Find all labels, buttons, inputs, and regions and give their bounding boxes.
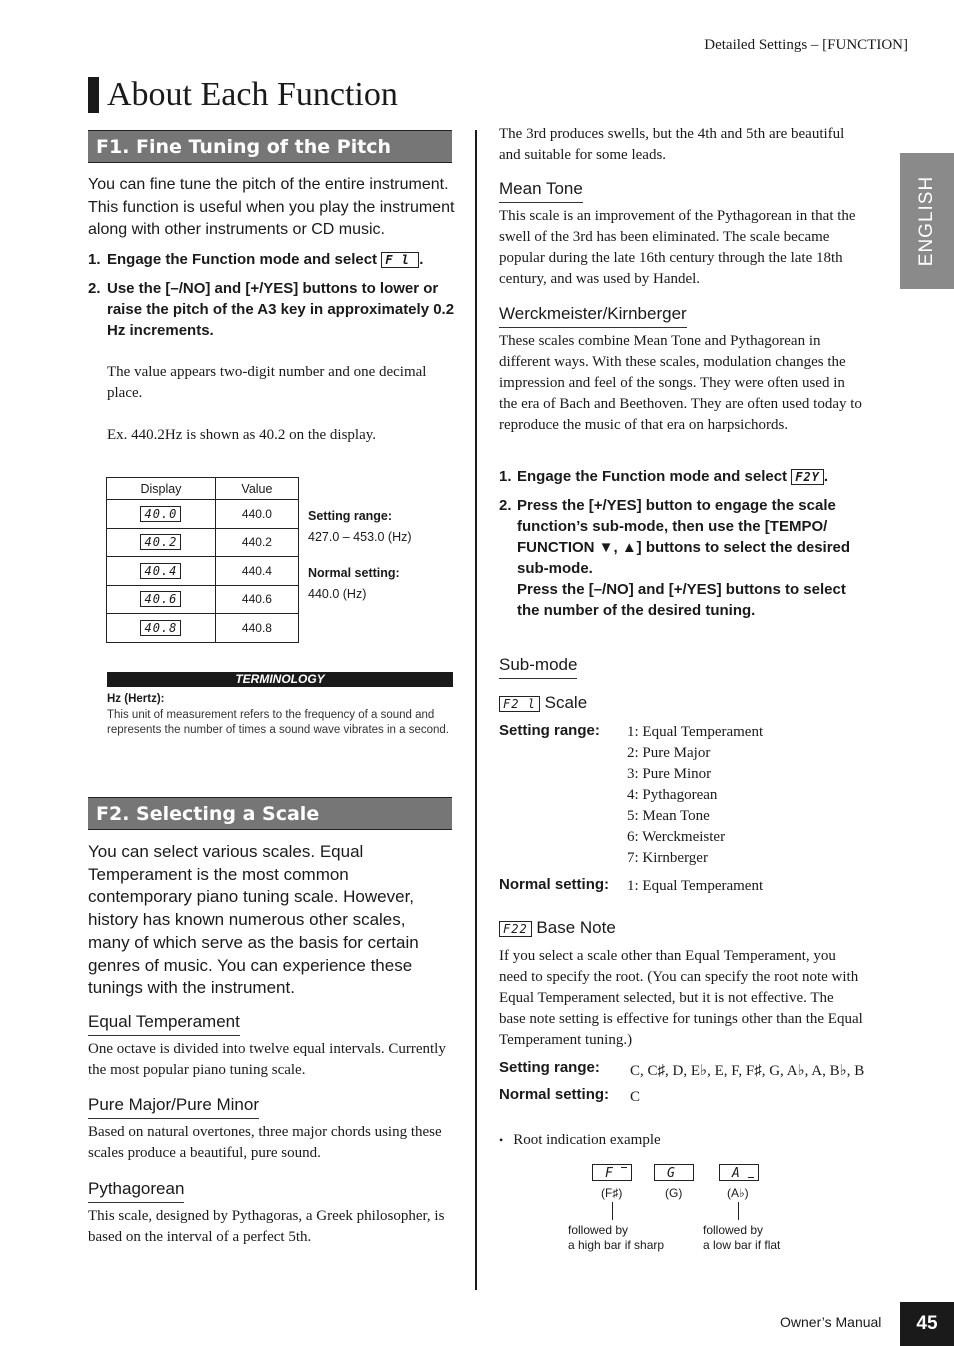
- scale-text: One octave is divided into twelve equal intervals. Currently the most popular piano tuning scale.: [88, 1041, 446, 1078]
- scale-title: Pure Major/Pure Minor: [88, 1095, 259, 1119]
- step-number: 1.: [499, 468, 512, 485]
- step-text: Engage the Function mode and select: [107, 251, 378, 268]
- base-note-text: If you select a scale other than Equal Temperament, you need to specify the root. (You can specify the root note with Equal Temperament selected, but it is not effective. The base note setting is effective for tunings other than the Equal Temperament tuning.): [499, 948, 863, 1048]
- scale-text: These scales combine Mean Tone and Pythagorean in different ways. With these scales, modulation changes the impression and feel of the songs. They were often used in the era of Bach and Beethoven. They are often used today to reproduce the music of that era on harpsichords.: [499, 333, 862, 433]
- f1-lead: You can fine tune the pitch of the entire instrument. This function is useful when you play the instrument along with other instruments or CD music.: [88, 176, 455, 239]
- submode-title: Sub-mode: [499, 655, 577, 679]
- base-normal-label: Normal setting:: [499, 1086, 610, 1103]
- f1-step-1: 1. Engage the Function mode and select F l .: [88, 251, 424, 268]
- step-text: Press the [–/NO] and [+/YES] buttons to select the number of the desired tuning.: [517, 581, 846, 619]
- f1-note-2: Ex. 440.2Hz is shown as 40.2 on the display.: [107, 427, 377, 443]
- lcd-char: F: [605, 1166, 613, 1181]
- lcd-display: [654, 1164, 694, 1181]
- root-caption: (F♯): [601, 1186, 623, 1200]
- base-normal-value: C: [630, 1089, 641, 1105]
- language-tab-label: ENGLISH: [916, 175, 937, 267]
- list-item: 3: Pure Minor: [627, 766, 712, 782]
- range-value: 427.0 – 453.0 (Hz): [308, 530, 412, 544]
- f1-note-1: The value appears two-digit number and one decimal place.: [107, 364, 427, 401]
- step-number: 2.: [499, 497, 512, 514]
- lcd-display: 40.8: [140, 620, 181, 636]
- scale-submode-heading: [499, 693, 587, 713]
- high-bar: [621, 1167, 627, 1168]
- terminology-bar: TERMINOLOGY: [107, 672, 453, 687]
- scale-options: [627, 722, 763, 869]
- list-item: 6: Werckmeister: [627, 829, 726, 845]
- f1-heading: F1. Fine Tuning of the Pitch: [88, 130, 452, 163]
- page-number: 45: [900, 1302, 954, 1346]
- low-bar: [748, 1177, 754, 1178]
- note-line: a low bar if flat: [703, 1238, 781, 1252]
- lcd-display: 40.6: [140, 591, 181, 607]
- scale-text: This scale, designed by Pythagoras, a Greek philosopher, is based on the interval of a perfect 5th.: [88, 1208, 445, 1245]
- table-cell: 440.4: [215, 557, 298, 586]
- footer-manual: Owner’s Manual: [780, 1314, 882, 1330]
- root-caption: (G): [665, 1186, 683, 1200]
- lcd-display: F2Y: [791, 469, 824, 485]
- root-caption: (A♭): [727, 1186, 749, 1200]
- list-item: 2: Pure Major: [627, 745, 711, 761]
- sharp-note: [568, 1223, 664, 1253]
- f2-step-1: 1. Engage the Function mode and select F2Y .: [499, 468, 829, 485]
- list-item: 1: Equal Temperament: [627, 724, 764, 740]
- running-header: Detailed Settings – [FUNCTION]: [704, 37, 908, 53]
- submode-name: Base Note: [536, 918, 616, 937]
- language-tab: [900, 153, 954, 289]
- pointer-line: [612, 1202, 613, 1220]
- scale-text: Based on natural overtones, three major chords using these scales produce a beautiful, pure sound.: [88, 1124, 442, 1161]
- page-title-text: About Each Function: [107, 76, 398, 113]
- lcd-display: F2 l: [499, 696, 540, 712]
- step-text: Press the [+/YES] button to engage the scale function’s sub-mode, then use the [TEMPO/ FUNCTION ▼, ▲] buttons to select the desired sub-mode.: [517, 497, 851, 577]
- lcd-display: 40.0: [140, 506, 181, 522]
- table-cell: 440.6: [215, 585, 298, 614]
- note-line: followed by: [568, 1223, 629, 1237]
- table-row: [107, 500, 299, 529]
- f2-heading: F2. Selecting a Scale: [88, 797, 452, 830]
- step-text: Engage the Function mode and select: [517, 468, 788, 485]
- column-divider: [475, 130, 477, 1290]
- step-number: 2.: [88, 280, 101, 297]
- scale-title: Mean Tone: [499, 179, 583, 203]
- base-range-label: Setting range:: [499, 1059, 600, 1076]
- step-number: 1.: [88, 251, 101, 268]
- list-item: 4: Pythagorean: [627, 787, 718, 803]
- root-example-sharp: [592, 1164, 632, 1182]
- pointer-line: [738, 1202, 739, 1220]
- f2-step-2: [499, 495, 863, 621]
- base-note-heading: [499, 918, 616, 938]
- list-item: 5: Mean Tone: [627, 808, 710, 824]
- lcd-display: 40.4: [140, 563, 181, 579]
- table-row: [107, 585, 299, 614]
- table-row: [107, 557, 299, 586]
- root-example-title: [499, 1130, 661, 1151]
- range-label: Setting range:: [308, 509, 393, 523]
- scale-werckmeister: [499, 304, 863, 436]
- base-range-value: C, C♯, D, E♭, E, F, F♯, G, A♭, A, B♭, B: [630, 1063, 865, 1079]
- page-title: [88, 76, 398, 114]
- f1-step-2: [88, 278, 456, 341]
- title-bar: [88, 77, 99, 113]
- normal-value: 440.0 (Hz): [308, 587, 367, 601]
- f2-lead: You can select various scales. Equal Temperament is the most common contemporary piano tuning scale. However, history has known numerous other scales, many of which serve as the basis for certain genres of music. You can experience these tunings with the instrument.: [88, 842, 419, 998]
- table-cell: 440.2: [215, 528, 298, 557]
- root-example-flat: [719, 1164, 759, 1182]
- submode-name: Scale: [544, 693, 588, 712]
- scale-normal-label: Normal setting:: [499, 876, 610, 893]
- table-header: Display: [107, 478, 216, 500]
- scale-title: Pythagorean: [88, 1179, 184, 1203]
- scale-range-label: Setting range:: [499, 722, 600, 739]
- note-line: a high bar if sharp: [568, 1238, 665, 1252]
- terminology-definition: This unit of measurement refers to the frequency of a sound and represents the number of times a sound wave vibrates in a second.: [107, 709, 449, 736]
- lcd-display: 40.2: [140, 534, 181, 550]
- scale-title: Equal Temperament: [88, 1012, 240, 1036]
- scale-pure: [88, 1095, 454, 1164]
- table-row: [107, 528, 299, 557]
- terminology-term: Hz (Hertz):: [107, 693, 165, 705]
- value-table: [106, 477, 299, 643]
- scale-title: Werckmeister/Kirnberger: [499, 304, 687, 328]
- root-example-natural: [654, 1164, 694, 1182]
- pythagorean-cont: The 3rd produces swells, but the 4th and 5th are beautiful and suitable for some leads.: [499, 126, 845, 163]
- table-row: [107, 614, 299, 643]
- scale-pythagorean: [88, 1179, 454, 1248]
- normal-label: Normal setting:: [308, 566, 400, 580]
- lcd-display: [719, 1164, 759, 1181]
- lcd-char: A: [732, 1166, 740, 1181]
- lcd-char: G: [667, 1166, 675, 1181]
- example-title: Root indication example: [513, 1132, 661, 1148]
- lcd-display: [592, 1164, 632, 1181]
- scale-text: This scale is an improvement of the Pythagorean in that the swell of the 3rd has been eliminated. The scale became popular during the late 16th century through the late 18th century, and was used by Handel.: [499, 208, 856, 287]
- scale-normal-value: 1: Equal Temperament: [627, 878, 764, 894]
- flat-note: [703, 1223, 780, 1253]
- table-cell: 440.0: [215, 500, 298, 529]
- lcd-display: F22: [499, 921, 532, 937]
- note-line: followed by: [703, 1223, 764, 1237]
- scale-mean-tone: [499, 179, 861, 290]
- bullet-icon: •: [499, 1133, 504, 1147]
- lcd-display: F l: [381, 252, 419, 268]
- step-text: Use the [–/NO] and [+/YES] buttons to lower or raise the pitch of the A3 key in approximately 0.2 Hz increments.: [107, 280, 455, 339]
- table-header: Value: [215, 478, 298, 500]
- table-cell: 440.8: [215, 614, 298, 643]
- list-item: 7: Kirnberger: [627, 850, 708, 866]
- scale-equal: [88, 1012, 454, 1081]
